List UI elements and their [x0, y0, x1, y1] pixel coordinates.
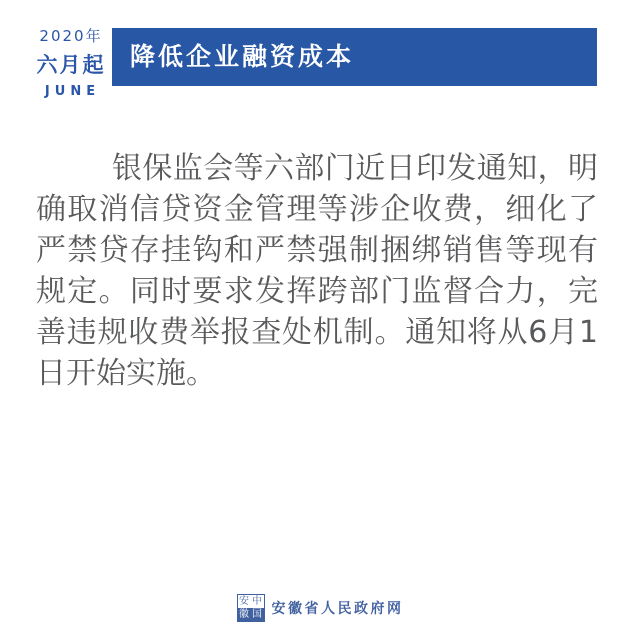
body-line-6: 日开始实施。	[36, 356, 216, 391]
seal-char-hui: 徽	[239, 609, 249, 620]
date-month-english: JUNE	[44, 84, 101, 99]
announcement-body	[36, 148, 598, 394]
body-line-2: 确取消信贷资金管理等涉企收费，细化了	[36, 192, 598, 227]
site-name: 安徽省人民政府网	[271, 601, 404, 617]
title-banner	[112, 28, 597, 86]
seal-char-zhong: 中	[252, 596, 262, 607]
seal-char-guo: 国	[252, 609, 262, 620]
seal-char-an: 安	[239, 596, 249, 607]
anhui-china-seal-icon	[237, 594, 265, 622]
date-block	[30, 25, 110, 99]
body-line-5: 善违规收费举报查处机制。通知将从6月1	[36, 315, 598, 350]
page-title: 降低企业融资成本	[130, 42, 355, 71]
date-month: 六月起	[36, 53, 106, 77]
date-year: 2020年	[39, 27, 103, 45]
footer	[0, 594, 640, 622]
body-line-3: 严禁贷存挂钩和严禁强制捆绑销售等现有	[36, 233, 598, 268]
body-line-4: 规定。同时要求发挥跨部门监督合力，完	[36, 274, 598, 309]
body-line-1: 银保监会等六部门近日印发通知，明	[112, 151, 598, 186]
